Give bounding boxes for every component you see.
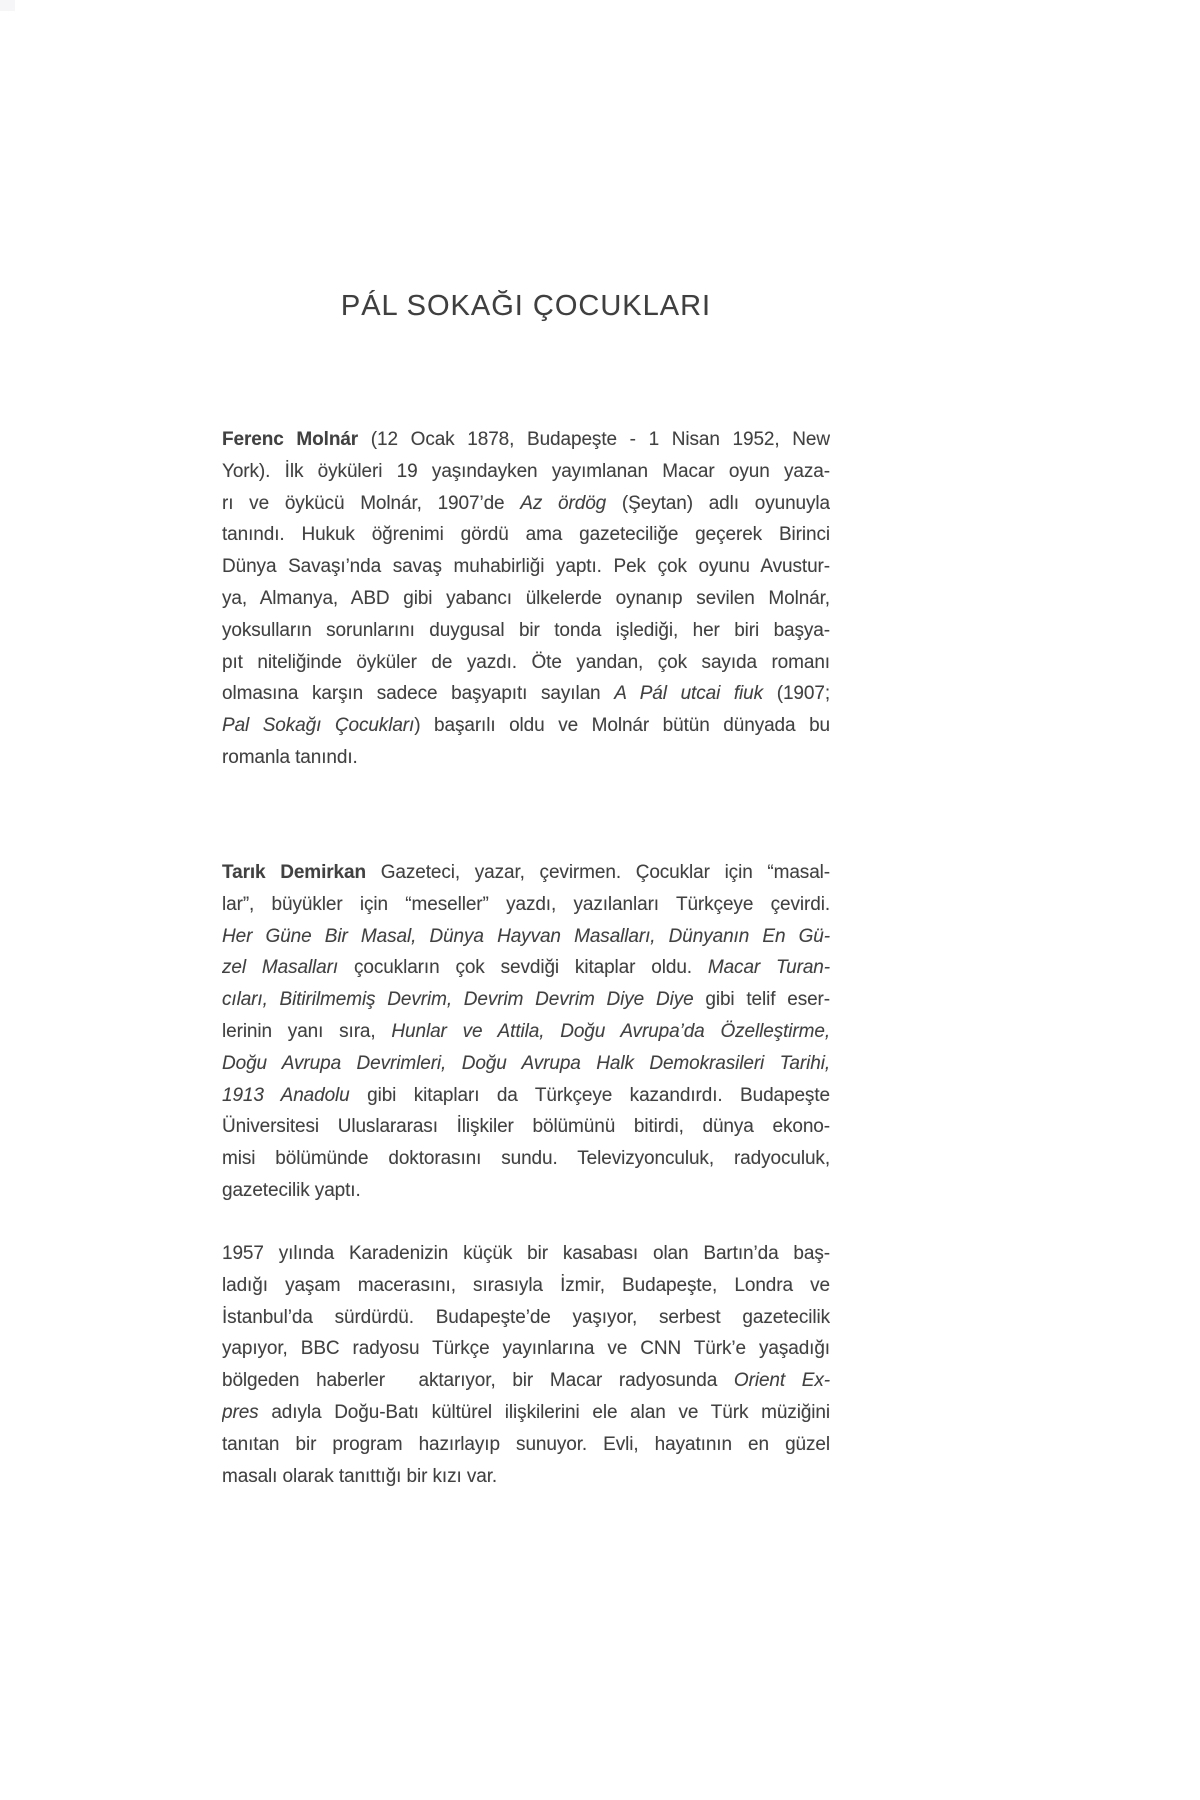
text-line bbox=[222, 710, 830, 742]
body-text: gibi telif eser- bbox=[705, 989, 830, 1011]
italic-text: zel Masalları bbox=[222, 957, 354, 979]
text-line bbox=[222, 1143, 830, 1175]
text-line bbox=[222, 647, 830, 679]
body-text: (1907; bbox=[763, 683, 830, 705]
text-line bbox=[222, 1111, 830, 1143]
text-line bbox=[222, 424, 830, 456]
body-text: ladığı yaşam macerasını, sırasıyla İzmir, Budapeşte, Londra ve bbox=[222, 1274, 830, 1296]
italic-text: Doğu Avrupa Devrimleri, Doğu Avrupa Halk Demokrasileri Tarihi, bbox=[222, 1052, 830, 1074]
body-text: olmasına karşın sadece başyapıtı sayılan bbox=[222, 683, 615, 705]
text-line bbox=[222, 1175, 830, 1207]
body-text: yapıyor, BBC radyosu Türkçe yayınlarına ve CNN Türk’e yaşadığı bbox=[222, 1338, 830, 1360]
body-text: İstanbul’da sürdürdü. Budapeşte’de yaşıyor, serbest gazetecilik bbox=[222, 1306, 830, 1328]
text-line bbox=[222, 1429, 830, 1461]
body-text: Gazeteci, yazar, çevirmen. Çocuklar için “masal- bbox=[380, 862, 830, 883]
italic-text: 1913 Anadolu bbox=[222, 1084, 368, 1106]
body-text: gibi kitapları da Türkçeye kazandırdı. Budapeşte bbox=[367, 1084, 830, 1106]
text-line bbox=[222, 488, 830, 520]
paragraph-ferenc-molnar-bio bbox=[222, 424, 830, 774]
body-text: romanla tanındı. bbox=[222, 746, 358, 768]
body-text: çocukların çok sevdiği kitaplar oldu. bbox=[353, 957, 708, 979]
body-text: tanıtan bir program hazırlayıp sunuyor. Evli, hayatının en güzel bbox=[222, 1433, 830, 1455]
body-text: (12 Ocak 1878, Budapeşte - 1 Nisan 1952, New bbox=[370, 429, 830, 450]
italic-text: pres bbox=[222, 1401, 272, 1423]
text-line bbox=[222, 1333, 830, 1365]
text-line bbox=[222, 742, 830, 774]
body-text: adıyla Doğu-Batı kültürel ilişkilerini ele alan ve Türk müziğini bbox=[271, 1401, 830, 1423]
bold-text: Ferenc Molnár bbox=[222, 429, 371, 450]
body-text: bölgeden haberler aktarıyor, bir Macar radyosunda bbox=[222, 1370, 734, 1392]
text-line bbox=[222, 1302, 830, 1334]
bold-text: Tarık Demirkan bbox=[222, 862, 381, 883]
body-text: 1957 yılında Karadenizin küçük bir kasabası olan Bartın’da baş- bbox=[222, 1243, 830, 1264]
text-line bbox=[222, 1080, 830, 1112]
text-line bbox=[222, 1270, 830, 1302]
body-text: Dünya Savaşı’nda savaş muhabirliği yaptı. Pek çok oyunu Avustur- bbox=[222, 556, 830, 578]
text-line bbox=[222, 1048, 830, 1080]
body-text: rı ve öykücü Molnár, 1907’de bbox=[222, 492, 521, 514]
body-text: tanındı. Hukuk öğrenimi gördü ama gazeteciliğe geçerek Birinci bbox=[222, 524, 830, 546]
page-title: PÁL SOKAĞI ÇOCUKLARI bbox=[340, 290, 712, 322]
italic-text: Orient Ex- bbox=[733, 1370, 830, 1392]
italic-text: cıları, Bitirilmemiş Devrim, Devrim Devrim Diye Diye bbox=[222, 989, 706, 1011]
body-text: gazetecilik yaptı. bbox=[222, 1179, 361, 1201]
text-line bbox=[222, 1397, 830, 1429]
text-column bbox=[222, 0, 830, 1800]
body-text: ) başarılı oldu ve Molnár bütün dünyada bu bbox=[414, 715, 830, 737]
body-text: ya, Almanya, ABD gibi yabancı ülkelerde oynanıp sevilen Molnár, bbox=[222, 587, 830, 609]
italic-text: Hunlar ve Attila, Doğu Avrupa’da Özelleştirme, bbox=[391, 1020, 830, 1042]
body-text: lerinin yanı sıra, bbox=[222, 1020, 392, 1042]
italic-text: A Pál utcai fiuk bbox=[614, 683, 764, 705]
body-text: misi bölümünde doktorasını sundu. Televizyonculuk, radyoculuk, bbox=[222, 1148, 830, 1170]
body-text: masalı olarak tanıttığı bir kızı var. bbox=[222, 1465, 498, 1487]
text-line bbox=[222, 583, 830, 615]
body-text: lar”, büyükler için “meseller” yazdı, yazılanları Türkçeye çevirdi. bbox=[222, 893, 830, 915]
text-line bbox=[222, 952, 830, 984]
italic-text: Her Güne Bir Masal, Dünya Hayvan Masalları, Dünyanın En Gü- bbox=[222, 925, 830, 947]
text-line bbox=[222, 1365, 830, 1397]
body-text: York). İlk öyküleri 19 yaşındayken yayımlanan Macar oyun yaza- bbox=[222, 460, 830, 482]
body-text: Üniversitesi Uluslararası İlişkiler bölümünü bitirdi, dünya ekono- bbox=[222, 1116, 830, 1138]
paragraph-tarik-demirkan-bio bbox=[222, 857, 830, 1207]
italic-text: Az ördög bbox=[520, 492, 607, 514]
text-line bbox=[222, 678, 830, 710]
italic-text: Macar Turan- bbox=[707, 957, 830, 979]
text-line bbox=[222, 857, 830, 889]
text-line bbox=[222, 1461, 830, 1493]
text-line bbox=[222, 551, 830, 583]
text-line bbox=[222, 889, 830, 921]
text-line bbox=[222, 456, 830, 488]
text-line bbox=[222, 984, 830, 1016]
text-line bbox=[222, 1016, 830, 1048]
body-text: (Şeytan) adlı oyunuyla bbox=[606, 492, 830, 514]
paragraph-tarik-demirkan-life bbox=[222, 1238, 830, 1492]
body-text: yoksulların sorunlarını duygusal bir tonda işlediği, her biri başya- bbox=[222, 619, 830, 641]
text-line bbox=[222, 615, 830, 647]
scan-artifact bbox=[0, 0, 15, 11]
text-line bbox=[222, 519, 830, 551]
italic-text: Pal Sokağı Çocukları bbox=[222, 715, 415, 737]
text-line bbox=[222, 921, 830, 953]
body-text: pıt niteliğinde öyküler de yazdı. Öte yandan, çok sayıda romanı bbox=[222, 651, 830, 673]
text-line bbox=[222, 1238, 830, 1270]
